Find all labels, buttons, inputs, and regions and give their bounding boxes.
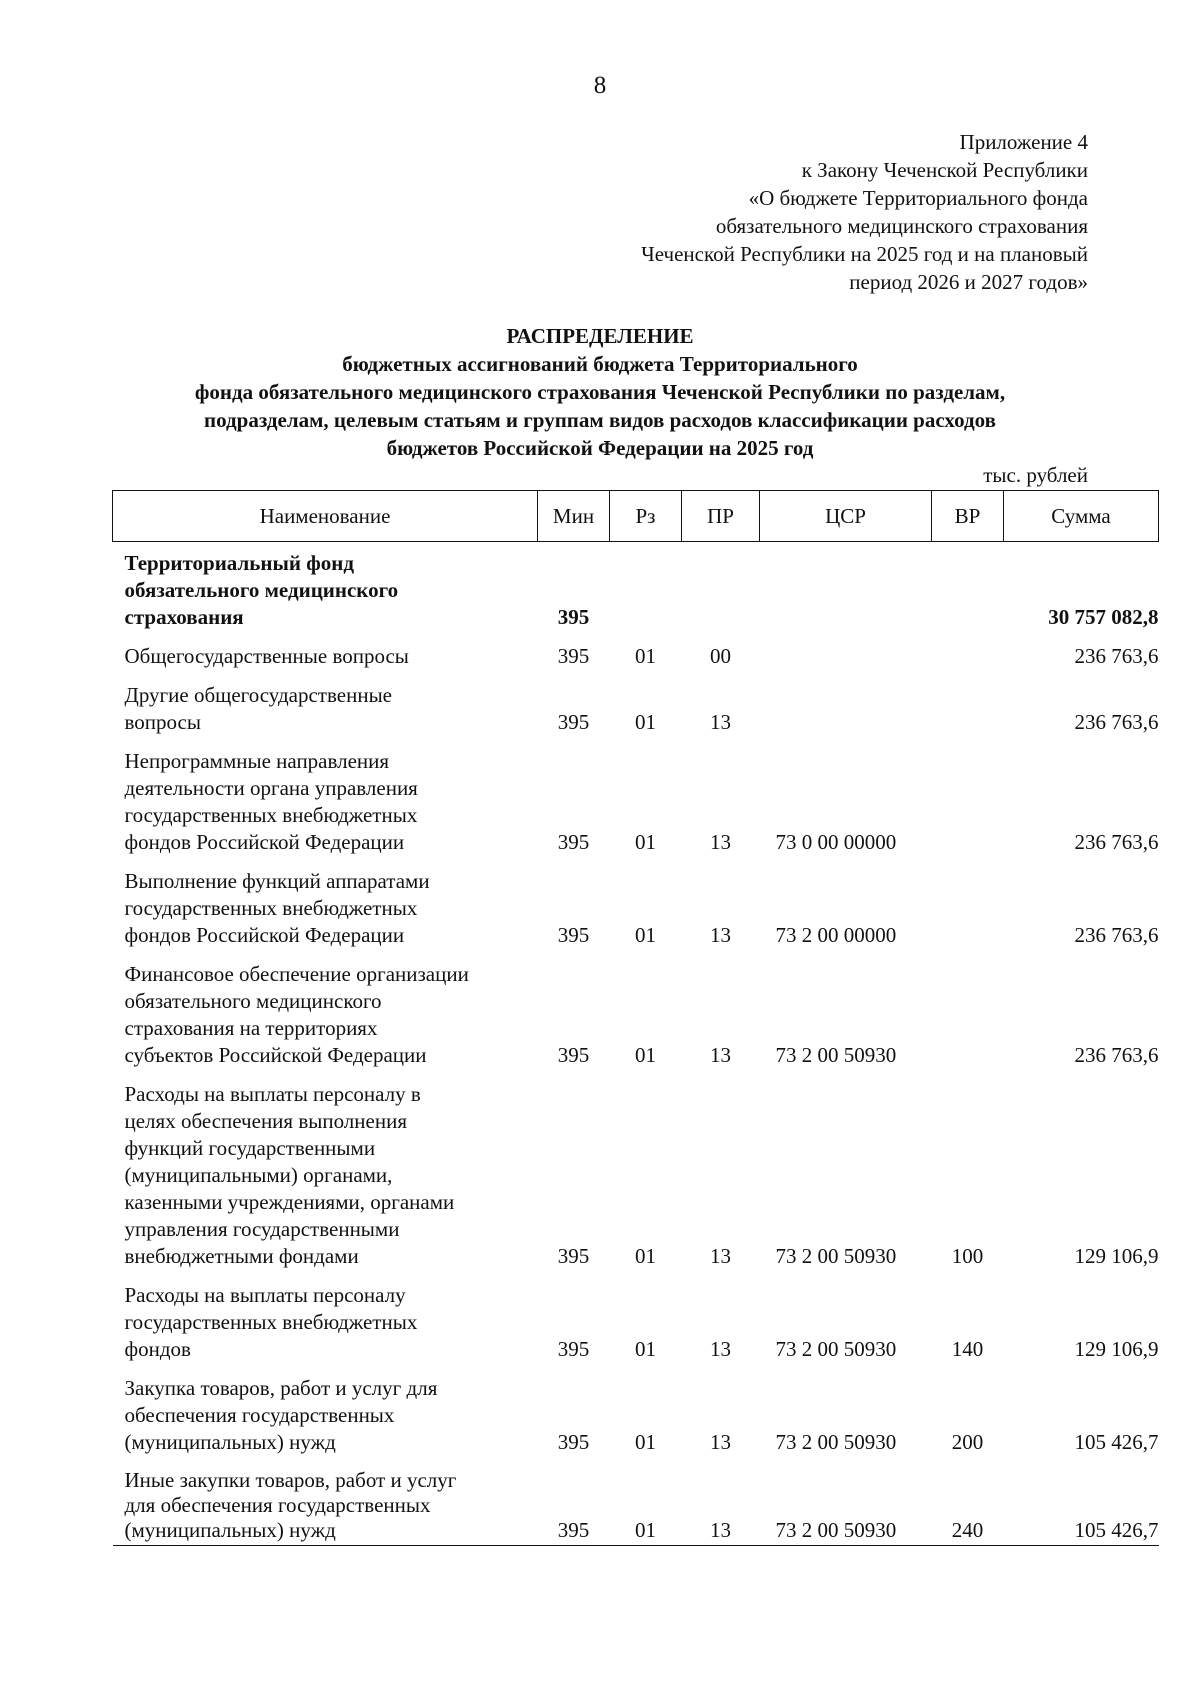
cell-sum: 105 426,7 — [1004, 1460, 1159, 1546]
table-row — [113, 953, 1159, 1073]
cell-pr: 13 — [710, 1430, 731, 1454]
cell-name-line: обязательного медицинского — [124, 989, 382, 1013]
cell-name-line: Расходы на выплаты персоналу в — [124, 1082, 421, 1106]
cell-rz: 01 — [635, 710, 656, 734]
document-heading — [0, 322, 1200, 462]
cell-name — [113, 674, 538, 740]
cell-csr: 73 2 00 50930 — [775, 1043, 897, 1067]
cell-name-line: (муниципальными) органами, — [124, 1163, 393, 1187]
cell-pr: 13 — [710, 923, 731, 947]
header-pr: ПР — [682, 491, 760, 542]
cell-name — [113, 542, 538, 636]
cell-name-line: Расходы на выплаты персоналу — [124, 1283, 406, 1307]
appendix-line: Чеченской Республики на 2025 год и на плановый — [641, 242, 1088, 266]
cell-csr: 73 2 00 50930 — [775, 1430, 897, 1454]
cell-rz: 01 — [635, 1337, 656, 1361]
cell-csr: 73 2 00 50930 — [775, 1337, 897, 1361]
cell-rz: 01 — [635, 830, 656, 854]
cell-name-line: (муниципальных) нужд — [124, 1518, 336, 1542]
cell-name-line: Финансовое обеспечение организации — [124, 962, 469, 986]
appendix-line: период 2026 и 2027 годов» — [849, 270, 1088, 294]
cell-vr — [932, 674, 1004, 740]
cell-name-line: управления государственными — [124, 1217, 400, 1241]
header-min: Мин — [538, 491, 610, 542]
cell-name-line: казенными учреждениями, органами — [124, 1190, 455, 1214]
cell-vr: 240 — [932, 1460, 1004, 1546]
cell-pr: 13 — [710, 1244, 731, 1268]
cell-name-line: деятельности органа управления — [124, 776, 418, 800]
heading-line: фонда обязательного медицинского страхования Чеченской Республики по разделам, — [194, 380, 1006, 404]
cell-name-line: Территориальный фонд — [124, 551, 354, 575]
cell-pr: 13 — [710, 1043, 731, 1067]
cell-name-line: функций государственными — [124, 1136, 376, 1160]
header-name: Наименование — [113, 491, 538, 542]
cell-rz: 01 — [635, 1043, 656, 1067]
heading-title: РАСПРЕДЕЛЕНИЕ — [506, 324, 694, 348]
cell-sum: 129 106,9 — [1074, 1337, 1159, 1361]
cell-csr — [760, 674, 932, 740]
appendix-line: обязательного медицинского страхования — [715, 214, 1088, 238]
cell-name-line: государственных внебюджетных — [124, 896, 418, 920]
cell-csr — [760, 542, 932, 636]
cell-name-line: Выполнение функций аппаратами — [124, 869, 430, 893]
cell-vr — [932, 860, 1004, 953]
header-vr: ВР — [932, 491, 1004, 542]
table-row — [113, 1274, 1159, 1367]
cell-sum: 236 763,6 — [1074, 1043, 1159, 1067]
table-row — [113, 1367, 1159, 1460]
appendix-block — [641, 128, 1088, 296]
cell-name-line: Иные закупки товаров, работ и услуг — [124, 1468, 457, 1492]
cell-name-line: Другие общегосударственные — [124, 683, 393, 707]
cell-name — [113, 1367, 538, 1460]
cell-rz — [610, 542, 682, 636]
cell-name-line: вопросы — [124, 710, 201, 734]
cell-min: 395 — [557, 830, 590, 854]
cell-name-line: обеспечения государственных — [124, 1403, 395, 1427]
cell-name-line: фондов Российской Федерации — [124, 923, 405, 947]
heading-line: подразделам, целевым статьям и группам видов расходов классификации расходов — [204, 408, 996, 432]
cell-rz: 01 — [635, 644, 656, 668]
cell-csr — [760, 635, 932, 674]
table-row — [113, 860, 1159, 953]
table-row — [113, 674, 1159, 740]
cell-min: 395 — [557, 923, 590, 947]
cell-csr: 73 2 00 50930 — [775, 1244, 897, 1268]
cell-sum: 105 426,7 — [1074, 1430, 1159, 1454]
cell-sum: 236 763,6 — [1074, 644, 1159, 668]
cell-min: 395 — [557, 1430, 590, 1454]
cell-name-line: внебюджетными фондами — [124, 1244, 359, 1268]
cell-name-line: государственных внебюджетных — [124, 1310, 418, 1334]
cell-min: 395 — [557, 605, 590, 629]
units-label: тыс. рублей — [983, 463, 1088, 487]
header-sum: Сумма — [1004, 491, 1159, 542]
cell-name-line: Общегосударственные вопросы — [124, 644, 409, 668]
cell-name — [113, 860, 538, 953]
cell-name — [113, 740, 538, 860]
cell-name-line: фондов Российской Федерации — [124, 830, 405, 854]
cell-name — [113, 1274, 538, 1367]
table-body — [113, 542, 1159, 1546]
cell-name-line: обязательного медицинского — [124, 578, 399, 602]
cell-name — [113, 635, 538, 674]
header-csr: ЦСР — [760, 491, 932, 542]
cell-pr: 00 — [710, 644, 731, 668]
cell-name — [113, 1460, 538, 1546]
appendix-line: к Закону Чеченской Республики — [801, 158, 1088, 182]
heading-line: бюджетов Российской Федерации на 2025 год — [386, 436, 814, 460]
cell-vr: 140 — [951, 1337, 984, 1361]
cell-sum: 30 757 082,8 — [1048, 605, 1159, 629]
cell-sum: 236 763,6 — [1074, 923, 1159, 947]
cell-vr: 100 — [951, 1244, 984, 1268]
table-header-row — [113, 491, 1159, 542]
cell-csr: 73 2 00 50930 — [760, 1460, 932, 1546]
cell-name-line: фондов — [124, 1337, 191, 1361]
cell-name — [113, 1073, 538, 1274]
heading-line: бюджетных ассигнований бюджета Территориального — [342, 352, 858, 376]
cell-csr: 73 2 00 00000 — [775, 923, 897, 947]
cell-rz: 01 — [610, 1460, 682, 1546]
cell-vr — [932, 542, 1004, 636]
cell-pr: 13 — [710, 830, 731, 854]
cell-vr — [932, 953, 1004, 1073]
cell-min: 395 — [557, 1337, 590, 1361]
cell-name-line: (муниципальных) нужд — [124, 1430, 336, 1454]
cell-sum: 236 763,6 — [1074, 710, 1159, 734]
cell-pr: 13 — [682, 1460, 760, 1546]
cell-name-line: страхования на территориях — [124, 1016, 378, 1040]
cell-rz: 01 — [635, 1430, 656, 1454]
page-number: 8 — [593, 72, 607, 99]
cell-pr — [682, 542, 760, 636]
cell-sum: 129 106,9 — [1074, 1244, 1159, 1268]
cell-sum: 236 763,6 — [1074, 830, 1159, 854]
cell-min: 395 — [557, 644, 590, 668]
cell-name-line: страхования — [124, 605, 244, 629]
header-rz: Рз — [610, 491, 682, 542]
cell-csr: 73 0 00 00000 — [775, 830, 897, 854]
cell-name — [113, 953, 538, 1073]
cell-pr: 13 — [710, 1337, 731, 1361]
cell-vr — [932, 740, 1004, 860]
cell-min: 395 — [557, 710, 590, 734]
cell-min: 395 — [557, 1043, 590, 1067]
cell-vr — [932, 635, 1004, 674]
table-row — [113, 542, 1159, 636]
cell-name-line: целях обеспечения выполнения — [124, 1109, 407, 1133]
appendix-line: Приложение 4 — [959, 130, 1088, 154]
budget-table — [112, 490, 1159, 1546]
cell-name-line: государственных внебюджетных — [124, 803, 418, 827]
cell-name-line: Непрограммные направления — [124, 749, 390, 773]
table-row — [113, 740, 1159, 860]
cell-pr: 13 — [710, 710, 731, 734]
cell-name-line: Закупка товаров, работ и услуг для — [124, 1376, 438, 1400]
cell-name-line: для обеспечения государственных — [124, 1493, 431, 1517]
cell-name-line: субъектов Российской Федерации — [124, 1043, 427, 1067]
cell-rz: 01 — [635, 923, 656, 947]
table-row — [113, 1460, 1159, 1546]
appendix-line: «О бюджете Территориального фонда — [748, 186, 1088, 210]
cell-min: 395 — [557, 1244, 590, 1268]
cell-min: 395 — [538, 1460, 610, 1546]
cell-vr: 200 — [951, 1430, 984, 1454]
table-row — [113, 635, 1159, 674]
cell-rz: 01 — [635, 1244, 656, 1268]
table-row — [113, 1073, 1159, 1274]
